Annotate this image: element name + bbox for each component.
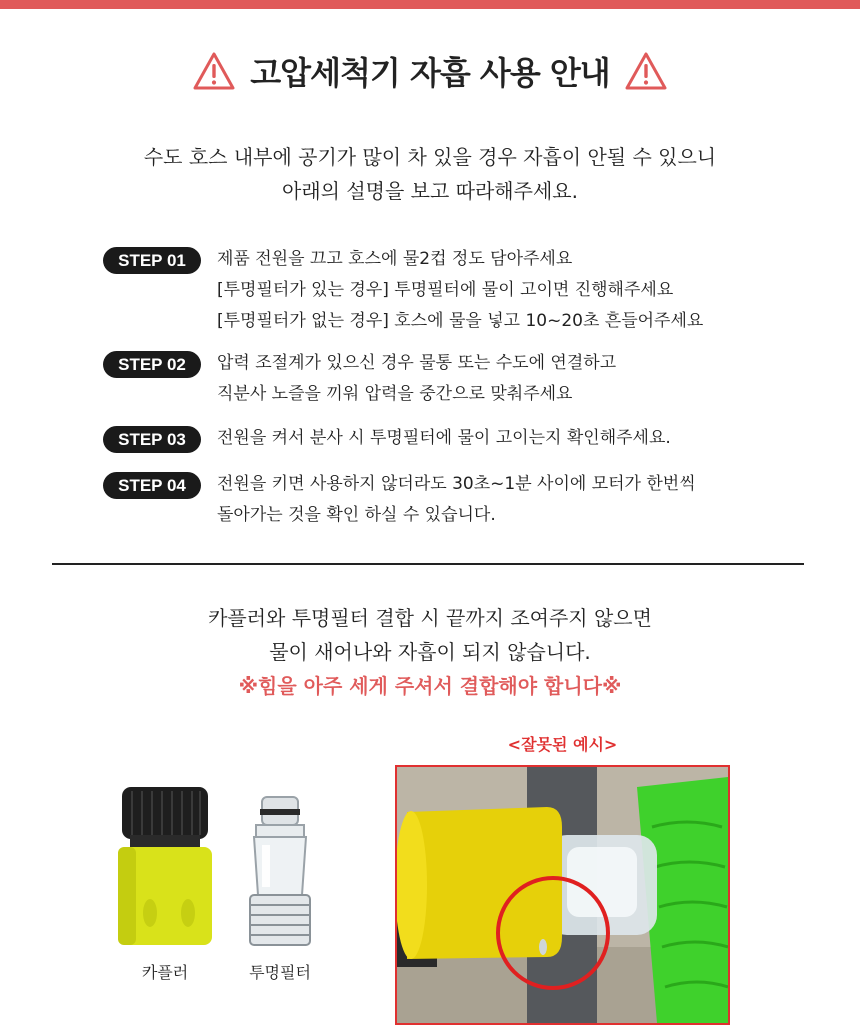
filter-label: 투명필터 (249, 963, 311, 982)
page-title-text: 고압세척기 자흡 사용 안내 (250, 54, 610, 92)
coupler-label: 카플러 (141, 963, 189, 982)
warning-triangle-icon (192, 51, 236, 91)
step-line: 전원을 키면 사용하지 않더라도 30초~1분 사이에 모터가 한번씩 (217, 474, 696, 494)
step-text (217, 469, 696, 531)
step-01 (103, 244, 703, 337)
step-03 (103, 423, 671, 454)
step-line: 돌아가는 것을 확인 하실 수 있습니다. (217, 505, 496, 525)
step-line: [투명필터가 있는 경우] 투명필터에 물이 고이면 진행해주세요 (217, 280, 674, 300)
step-text (217, 348, 616, 410)
step-text (217, 244, 703, 337)
step-04 (103, 469, 696, 531)
coupler-note-line: 카플러와 투명필터 결합 시 끝까지 조여주지 않으면 (208, 606, 652, 630)
step-line: 제품 전원을 끄고 호스에 물2컵 정도 담아주세요 (217, 249, 573, 269)
coupler-note (0, 601, 860, 703)
intro-line: 수도 호스 내부에 공기가 많이 차 있을 경우 자흡이 안될 수 있으니 (143, 145, 717, 169)
intro-line: 아래의 설명을 보고 따라해주세요. (282, 179, 578, 203)
wrong-example-label: <잘못된 예시> (507, 735, 618, 754)
step-text (217, 423, 671, 454)
step-badge: STEP 03 (103, 426, 201, 453)
warning-triangle-icon (624, 51, 668, 91)
coupler-product-image (110, 785, 220, 950)
section-divider (52, 563, 804, 565)
wrong-example-photo (395, 765, 730, 1025)
step-line: 전원을 켜서 분사 시 투명필터에 물이 고이는지 확인해주세요. (217, 428, 671, 448)
wrong-example-illustration (397, 767, 728, 1023)
coupler-warning: ※힘을 아주 세게 주셔서 결합해야 합니다※ (238, 674, 622, 698)
top-accent-bar (0, 0, 860, 9)
page-title (0, 48, 860, 94)
step-line: [투명필터가 없는 경우] 호스에 물을 넣고 10~20초 흔들어주세요 (217, 311, 704, 331)
intro-text (0, 140, 860, 208)
step-badge: STEP 04 (103, 472, 201, 499)
step-badge: STEP 02 (103, 351, 201, 378)
coupler-note-line: 물이 새어나와 자흡이 되지 않습니다. (269, 640, 591, 664)
step-02 (103, 348, 616, 410)
filter-product-image (240, 795, 320, 950)
step-line: 직분사 노즐을 끼워 압력을 중간으로 맞춰주세요 (217, 384, 573, 404)
step-badge: STEP 01 (103, 247, 201, 274)
step-line: 압력 조절계가 있으신 경우 물통 또는 수도에 연결하고 (217, 353, 617, 373)
